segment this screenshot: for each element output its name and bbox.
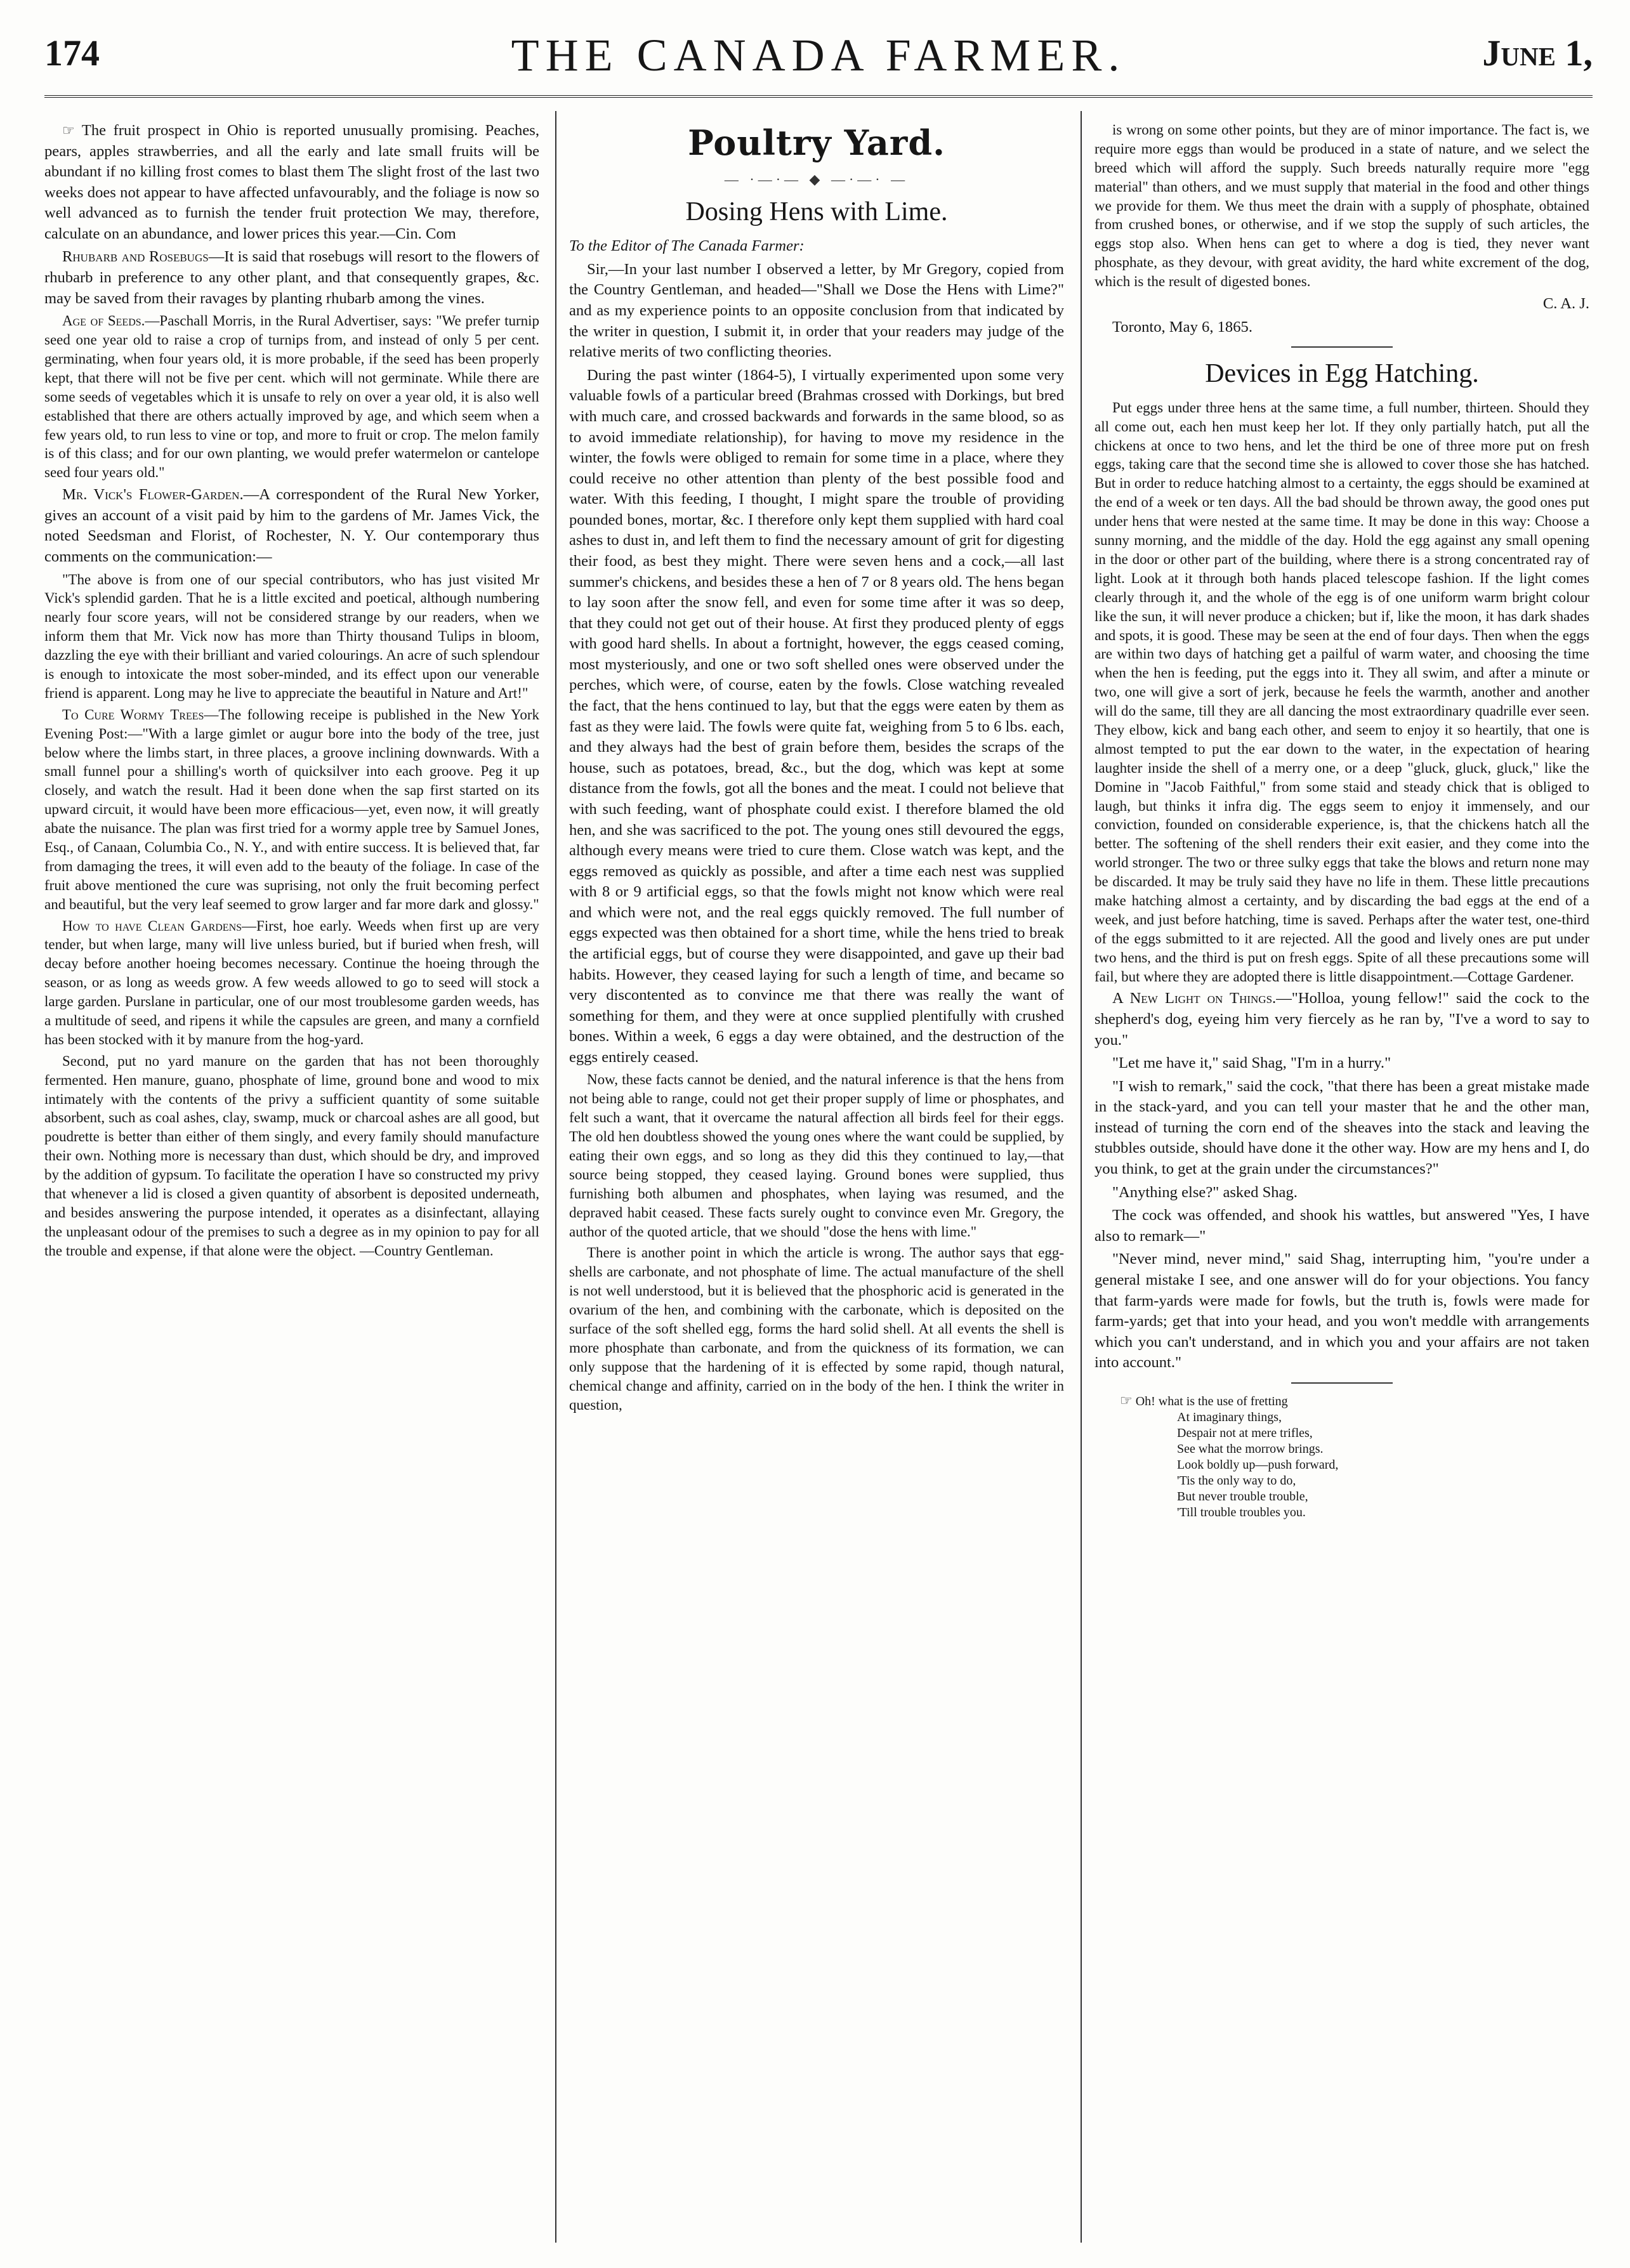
paragraph: "I wish to remark," said the cock, "that there has been a great mistake made in the stack-yard, and you can tell your master that he and the other man, instead of turning the corn end of the sheaves into the stack and leaving the stubbles outside, should have done it the other way. How are my hens and I, do you think, to get at the grain under the circumstances?" [1094, 1077, 1589, 1178]
poem-line: 'Tis the only way to do, [1177, 1474, 1296, 1488]
paragraph: During the past winter (1864-5), I virtually experimented upon some very valuable fowls of a particular breed (Brahmas crossed with Dorkings, but bred with much care, and crossed backwards and forwards in the same blood, so as to avoid immediate relationship), for having to move my residence in the winter, the fowls were obliged to remain for some time in a place, where they could receive no other attention than plenty of the best possible food and water. With this feeding, I thought, I might spare the trouble of providing pounded bones, mortar, &c. I therefore only kept them supplied with hard coal ashes to dust in, and left them to find the necessary amount of grit for digesting their food, as best they might. There were seven hens and a cock,—all last summer's chickens, and besides these a hen of 7 or 8 years old. The hens began to lay soon after the snow fell, and even for some time after it was so deep, that they could not get out of their house. At first they produced plenty of eggs with good hard shells. In about a fortnight, however, the eggs ceased coming, most mysteriously, and one or two soft shelled ones were observed under the perches, which were, of course, eaten by the fowls. Close watching revealed the fact, that the hens continued to lay, but that the eggs were eaten by them as fast as they were laid. The fowls were quite fat, weighing from 5 to 6 lbs. each, and they always had the best of grain before them, besides the scraps of the house, such as potatoes, bread, &c., but the dog, which was kept at some distance from the fowls, got all the bones and the meat. I could not believe that with such feeding, want of phosphate could exist. I therefore blamed the old hen, and she was sacrificed to the pot. The young ones still devoured the eggs, although every means were tried to cure them. Close watch was kept, and the eggs removed as quickly as possible, and after a time each nest was supplied with 8 or 9 artificial eggs, so that the fowls might not know which were real and which were not, and the real eggs quickly removed. The full number of eggs expected was then obtained for a short time, while the hens tried to break the artificial eggs, but of course they were disappointed, and gave up their bad habits. However, they ceased laying for such a length of time, and became so very discontented as to convince me that there was really the want of something for them, and they were at once supplied plentifully with crushed bones. Within a week, 6 eggs a day were obtained, and the destruction of the eggs entirely ceased. [569, 366, 1064, 1066]
column-divider [1081, 111, 1082, 2243]
poem-line: Look boldly up—push forward, [1177, 1458, 1339, 1472]
poem [1120, 1393, 1589, 1521]
newspaper-title: THE CANADA FARMER. [511, 30, 1126, 81]
article-title: Devices in Egg Hatching. [1205, 359, 1479, 389]
column-1 [44, 121, 539, 2233]
poem-line: 'Till trouble troubles you. [1177, 1505, 1306, 1520]
issue-date: June 1, [1482, 32, 1593, 74]
column-divider [555, 111, 556, 2243]
divider [1291, 1382, 1393, 1384]
masthead [44, 32, 1593, 102]
paragraph: A New Light on Things.—"Holloa, young fellow!" said the cock to the shepherd's dog, eyeing him very fiercely as he ran by, "I've a word to say to you." [1094, 990, 1589, 1049]
paragraph: ☞ The fruit prospect in Ohio is reported unusually promising. Peaches, pears, apples strawberries, and all the early and late small fruits will be abundant if no killing frost comes to blast them The slight frost of the last two weeks does not appear to have affected unfavourably, and the foliage is now so well advanced as to furnish the tender fruit protection We may, therefore, calculate on an abundance, and lower prices this year.—Cin. Com [44, 122, 539, 242]
pointing-hand-icon: ☞ [62, 123, 75, 139]
paragraph: The cock was offended, and shook his wattles, but answered "Yes, I have also to remark—" [1094, 1207, 1589, 1245]
paragraph: "Let me have it," said Shag, "I'm in a hurry." [1112, 1054, 1391, 1072]
salutation: To the Editor of The Canada Farmer: [569, 237, 805, 255]
column-3 [1094, 121, 1589, 2233]
paragraph: Age of Seeds.—Paschall Morris, in the Rural Advertiser, says: "We prefer turnip seed one year old to raise a crop of turnips from, and instead of only 5 per cent. germinating, when four years old, it is more probable, if the seed has been properly kept, that there will not be five per cent. which will not germinate. While there are some seeds of vegetables which it is unsafe to rely on over a year old, it is also well established that there are others actually improved by age, and which seem when a few years old, to run less to vine or top, and more to fruit or crop. The melon family is of this class; and for our own planting, we would prefer watermelon or cantelope seed four years old." [44, 313, 539, 481]
poem-line: But never trouble trouble, [1177, 1490, 1308, 1504]
paragraph: Now, these facts cannot be denied, and the natural inference is that the hens from not being able to range, could not get their proper supply of lime or phosphates, and felt such a want, that it overcame the natural affection all birds feel for their eggs. The old hen doubtless showed the young ones where the want could be supplied, by eating their own eggs, and so long as they did this they continued to lay,—that source being stopped, they ceased laying. Ground bones were supplied, thus furnishing both albumen and phosphates, when laying was resumed, and the depraved habit ceased. These facts surely ought to convince even Mr. Gregory, the author of the quoted article, that we should "dose the hens with lime." [569, 1072, 1064, 1240]
signature: C. A. J. [1542, 295, 1589, 313]
poem-line: At imaginary things, [1177, 1410, 1282, 1425]
paragraph: Second, put no yard manure on the garden that has not been thoroughly fermented. Hen manure, guano, phosphate of lime, ground bone and wood to mix intimately with the contents of the privy a sufficient quantity of some suitable absorbent, such as coal ashes, clay, swamp, muck or charcoal ashes are all good, but poudrette is better than either of them singly, and every family should manufacture their own. Nothing more is necessary than dust, which should be dry, and improved by the addition of gypsum. To facilitate the operation I have so constructed my privy that whenever a lid is closed a given quantity of absorbent is deposited underneath, and besides answering the purpose intended, it operates as a disinfectant, allaying the unpleasant odour of the premises to such a degree as in my opinion to pay for all the trouble and expense, if that alone were the object. —Country Gentleman. [44, 1052, 539, 1259]
poem-line: Despair not at mere trifles, [1177, 1426, 1313, 1441]
column-2 [569, 121, 1064, 2233]
header-rule [44, 95, 1593, 98]
paragraph: Sir,—In your last number I observed a letter, by Mr Gregory, copied from the Country Gentleman, and headed—"Shall we Dose the Hens with Lime?" and as my experience points to an opposite conclusion from that indicated by the writer in question, I submit it, in order that your readers may judge of the relative merits of two conflicting theories. [569, 260, 1064, 361]
dateline: Toronto, May 6, 1865. [1112, 318, 1252, 336]
paragraph: Rhubarb and Rosebugs—It is said that rosebugs will resort to the flowers of rhubarb in preference to any other plant, and that consequently grapes, &c. may be saved from their ravages by planting rhubarb among the vines. [44, 248, 539, 307]
section-heading: Poultry Yard. [688, 122, 945, 163]
paragraph: Mr. Vick's Flower-Garden.—A correspondent of the Rural New Yorker, gives an account of a visit paid by him to the gardens of Mr. James Vick, the noted Seedsman and Florist, of Rochester, N. Y. Our contemporary thus comments on the communication:— [44, 486, 539, 565]
poem-line: ☞ Oh! what is the use of fretting [1120, 1393, 1288, 1409]
paragraph: "Anything else?" asked Shag. [1112, 1183, 1298, 1201]
article-title: Dosing Hens with Lime. [685, 197, 948, 226]
paragraph: Put eggs under three hens at the same time, a full number, thirteen. Should they all come out, each hen must keep her lot. If they only partially hatch, put all the chickens at once to two hens, and let the third be one of three more put on fresh eggs, taking care that the second time she is allowed to cover those she has hatched. But in order to reduce hatching almost to a certainty, the eggs should be examined at the end of a week or ten days. All the bad should be thrown away, the good ones put under hens that were nested at the same time. It may be done in this way: Choose a sunny morning, and the middle of the day. Hold the egg against any small opening in the door or other part of the building, where there is a strong concentrated ray of light. Look at it through both hands placed telescope fashion. If the light comes clearly through it, and the whole of the egg is of one uniform warm bright colour like the sun, it will never produce a chicken; but if, like the moon, it has dark shades and spots, it is good. These may be seen at the end of four days. Then when the eggs are within two days of hatching get a pailful of warm water, and choosing the time when the hen is feeding, put the eggs into it. They all swim, and after a minute or two, one will give a sort of jerk, because he feels the warmth, another and another will do the same, till they are all dancing the most extraordinary quadrille ever seen. They elbow, kick and bang each other, and seem to enjoy it so heartily, that one is almost tempted to put the ear down to the water, in the expectation of hearing laughter inside the shell of a merry one, or a deep "gluck, gluck, gluck," like the Domine in "Jacob Faithful," from some staid and steady chick that is obliged to laugh, but thinks it infra dig. The eggs seem to enjoy it immensely, and our conviction, founded on considerable experience, is, that the chickens hatch all the better. The softening of the shell renders their exit easier, and they come into the world stronger. The two or three sulky eggs that take the blows and return none may be discarded. It may be truly said they have no life in them. These little precautions make hatching almost a certainty, and by discarding the bad eggs at the end of a week, and just before hatching, time is saved. Perhaps after the water test, one-third of the eggs submitted to it are rejected. All the good and lively ones are put under two hens, and the third is put on fresh eggs. Spite of all these precautions some will fail, but where they are adopted there is little disappointment.—Cottage Gardener. [1094, 399, 1589, 985]
pointing-hand-icon: ☞ [1120, 1393, 1133, 1409]
paragraph: To Cure Wormy Trees—The following receipe is published in the New York Evening Post:—"With a large gimlet or augur bore into the body of the tree, just below where the limbs start, in three places, a groove inclining downwards. With a small funnel pour a shilling's worth of quicksilver into each groove. Peg it up closely, and watch the result. Had it been done when the sap first started on its upward circuit, it would have been more efficacious—yet, even now, it will greatly abate the nuisance. The plan was first tried for a wormy apple tree by Samuel Jones, Esq., of Canaan, Columbia Co., N. Y., and with entire success. It is believed that, far from damaging the trees, it will even add to the beauty of the foliage. In case of the fruit above mentioned the cure was suprising, not only the fruit becoming perfect and beautiful, but the very leaf seemed to grow larger and far more dark and glossy." [44, 706, 539, 912]
poem-line: See what the morrow brings. [1177, 1442, 1324, 1457]
paragraph: "The above is from one of our special contributors, who has just visited Mr Vick's splendid garden. That he is a little excited and poetical, although numbering nearly four score years, will not be considered strange by our readers, when we inform them that Mr. Vick now has more than Thirty thousand Tulips in bloom, dazzling the eye with their brilliant and varied colourings. An acre of such splendour is enough to intoxicate the most sober-minded, and its effect upon our venerable friend is apparent. Long may he live to appreciate the beautiful in Nature and Art!" [44, 571, 539, 701]
paragraph: is wrong on some other points, but they are of minor importance. The fact is, we require more eggs than would be produced in a state of nature, and we select the breed which will afford the supply. Such breeds naturally require more "egg material" than others, and we must supply that material in the food and other things we provide for them. We thus meet the drain with a supply of phosphate, obtained from crushed bones, or otherwise, and if we stop the supply of such articles, the eggs stop also. When hens can get to where a dog is tied, they never want phosphate, as they devour, with great avidity, the hard white excrement of the dog, which is the result of digested bones. [1094, 122, 1589, 290]
divider [1291, 346, 1393, 348]
paragraph: There is another point in which the article is wrong. The author says that egg-shells are carbonate, and not phosphate of lime. The actual manufacture of the shell is not well understood, but it is believed that the phosphoric acid is generated in the ovarium of the hen, and combining with the carbonate, which is deposited on the surface of the soft shelled egg, forms the hard solid shell. At all events the shell is more phosphate than carbonate, and from the quickness of its formation, we can only suppose that the hardening of it is effected by some rapid, though natural, chemical change and affinity, carried on in the body of the hen. I think the writer in question, [569, 1245, 1064, 1413]
paragraph: How to have Clean Gardens—First, hoe early. Weeds when first up are very tender, but when large, many will live unless buried, but if buried when fresh, will decay before another hoeing becomes necessary. Continue the hoeing through the season, or as long as weeds grow. A few weeds allowed to go to seed will stock a large garden. Purslane in particular, one of our most troublesome garden weeds, has a multitude of seed, and ripens it while the capsules are green, and many a cornfield has been stocked with it by manure from the hog-yard. [44, 917, 539, 1047]
page-number: 174 [44, 32, 100, 74]
ornament-rule: — ·—·— ◆ —·—· — [724, 171, 909, 187]
paragraph: "Never mind, never mind," said Shag, interrupting him, "you're under a general mistake I see, and one answer will do for your objections. You fancy that farm-yards were made for fowls, but the truth is, fowls were made for farm-yards; get that into your head, and you won't meddle with arrangements which you can't understand, and in which you and your affairs are not taken into account." [1094, 1250, 1589, 1372]
